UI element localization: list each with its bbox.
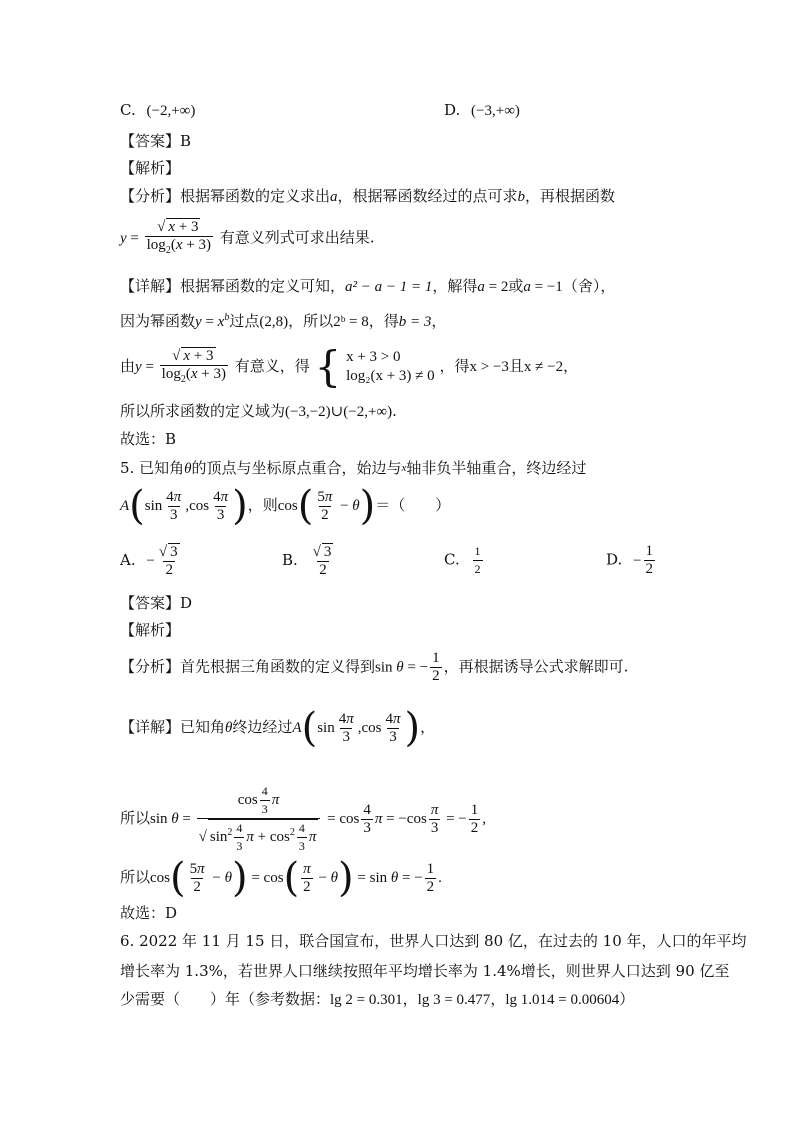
analysis-header: 【解析】 bbox=[120, 159, 181, 177]
option-label: B. bbox=[282, 551, 298, 569]
text: ， bbox=[420, 718, 436, 736]
option-d-top bbox=[444, 100, 520, 121]
text: 且 bbox=[508, 357, 524, 375]
detail-line-3: 所以cos( $\frac{5\pi}{2}$ − θ) = cos( $\frac{\pi}{2}$ − θ) = sin θ = − $\frac{1}{2}$ . bbox=[120, 855, 442, 901]
condition: x ≠ −2 bbox=[523, 359, 564, 375]
question-6-line-3: 少需要（ ）年（参考数据：lg 2 = 0.301，lg 3 = 0.477，lg 1.014 = 0.00604） bbox=[120, 990, 635, 1008]
option-label: D. bbox=[444, 101, 461, 119]
condition: x > −3 bbox=[469, 359, 509, 375]
text: 过点 bbox=[229, 312, 260, 330]
detail-line-2: 因为幂函数$y = x^b$过点(2,8)，所以2ᵇ = 8，得b = 3， bbox=[120, 312, 447, 330]
option-label: C. bbox=[120, 101, 136, 119]
text: ，得 bbox=[368, 312, 399, 330]
text: ， bbox=[563, 357, 579, 375]
text: 或 bbox=[508, 277, 524, 295]
analysis-line: 【分析】根据幂函数的定义求出a，根据幂函数经过的点可求b，再根据函数 bbox=[120, 187, 616, 205]
text: ，所以 bbox=[288, 312, 334, 330]
point: (2,8) bbox=[259, 314, 289, 330]
domain-expression: (−3,−2)∪(−2,+∞) bbox=[285, 404, 393, 420]
question-5-stem: 5. 已知角θ的顶点与坐标原点重合，始边与$^x$轴非负半轴重合，终边经过 bbox=[120, 459, 587, 477]
text: 5. 已知角 bbox=[120, 459, 185, 477]
final-answer-line: 故选：D bbox=[120, 904, 178, 922]
option-c: C. $\frac{1}{2}$ bbox=[444, 544, 481, 576]
text: ） bbox=[619, 990, 635, 1008]
text: 有意义，得 bbox=[234, 357, 310, 375]
text: 有意义列式可求出结果. bbox=[219, 228, 375, 247]
option-c-top bbox=[120, 100, 195, 121]
fraction: $\frac{√ x + 3}{\log_2(x + 3)}$ bbox=[145, 218, 213, 259]
text: ，再根据诱导公式求解即可. bbox=[443, 657, 629, 676]
text: ＝（ ） bbox=[375, 496, 451, 514]
answer-line: 【答案】D bbox=[120, 594, 193, 612]
detail-line-2: 所以sin θ = cos $\frac{4}{3}$ π √ $\sin^2$ $\frac{4}{3}$ $\pi + \cos^2$ $\frac{4}{3}$ π = cos $\frac{4}{3}$ π = −cos $\frac{\pi}{3}$ = − $\frac{1}{2}$ , bbox=[120, 784, 486, 853]
text: 所以所求函数的定义域为 bbox=[120, 402, 286, 420]
inequality: log₂(x + 3) ≠ 0 bbox=[346, 368, 435, 384]
text: 轴非负半轴重合，终边经过 bbox=[406, 459, 587, 477]
text: 【详解】已知角 bbox=[120, 718, 226, 736]
option-b: B. $\frac{√ 3}{2}$ bbox=[282, 544, 332, 578]
text: ， bbox=[431, 312, 447, 330]
option-value: (−3,+∞) bbox=[471, 103, 520, 119]
detail-line-1: 【详解】已知角θ终边经过A(sin $\frac{4\pi}{3}$ ,cos $\frac{4\pi}{3}$ )， bbox=[120, 705, 436, 751]
question-6-line-1: 6. 2022 年 11 月 15 日，联合国宣布，世界人口达到 80 亿，在过去的 10 年，人口的年平均 bbox=[120, 932, 747, 950]
text: 的顶点与坐标原点重合，始边与 bbox=[191, 459, 402, 477]
answer-line: 【答案】B bbox=[120, 132, 192, 150]
text: 【分析】首先根据三角函数的定义得到 bbox=[120, 657, 376, 676]
text: 【分析】根据幂函数的定义求出 bbox=[120, 187, 331, 205]
text: 所以 bbox=[120, 809, 151, 827]
text: ，再根据函数 bbox=[525, 187, 616, 205]
reference-value: lg 1.014 = 0.00604 bbox=[505, 992, 620, 1008]
text: 终边经过 bbox=[232, 718, 293, 736]
text: ，得 bbox=[439, 357, 470, 375]
inequality: x + 3 > 0 bbox=[346, 349, 401, 365]
option-label: C. bbox=[444, 550, 460, 569]
reference-value: lg 3 = 0.477 bbox=[417, 992, 491, 1008]
text: ，根据幂函数经过的点可求 bbox=[337, 187, 518, 205]
fraction: cos $\frac{4}{3}$ π √ $\sin^2$ $\frac{4}{3}$ $\pi + \cos^2$ $\frac{4}{3}$ π bbox=[197, 783, 321, 855]
function-expression-line: y = $\frac{√ x + 3}{\log_2(x + 3)}$ 有意义列式可求出结果. bbox=[120, 218, 375, 259]
analysis-header: 【解析】 bbox=[120, 621, 181, 639]
text: ，解得 bbox=[432, 277, 478, 295]
analysis-line: 【分析】首先根据三角函数的定义得到sin θ = − $\frac{1}{2}$ ，再根据诱导公式求解即可. bbox=[120, 650, 629, 684]
detail-line-1: 【详解】根据幂函数的定义可知，a² − a − 1 = 1，解得a = 2或a = −1（舍）， bbox=[120, 277, 616, 295]
option-d: D. − $\frac{1}{2}$ bbox=[606, 543, 654, 577]
text: 由 bbox=[120, 357, 136, 375]
text: 少需要（ ）年（参考数据： bbox=[120, 990, 331, 1008]
option-label: A. bbox=[120, 551, 136, 569]
option-value: (−2,+∞) bbox=[146, 103, 196, 119]
text: ，则 bbox=[247, 496, 278, 514]
detail-line-3: 由y = $\frac{√ x + 3}{\log_2(x + 3)}$ 有意义，得 { x + 3 > 0 log₂(x + 3) ≠ 0 ，得x > −3且x ≠ −2， bbox=[120, 342, 579, 391]
fraction: $\frac{√ x + 3}{\log_2(x + 3)}$ bbox=[160, 347, 228, 388]
option-a: A. − $\frac{√ 3}{2}$ bbox=[120, 544, 178, 578]
inequality-system bbox=[346, 348, 435, 386]
text: . bbox=[392, 402, 397, 420]
question-6-line-2: 增长率为 1.3%，若世界人口继续按照年平均增长率为 1.4%增长，则世界人口达到 90 亿至 bbox=[120, 962, 730, 980]
equation: a² − a − 1 = 1 bbox=[345, 279, 433, 295]
text: 【详解】根据幂函数的定义可知， bbox=[120, 277, 346, 295]
final-answer-line: 故选：B bbox=[120, 430, 177, 448]
equation: 2ᵇ = 8 bbox=[333, 314, 369, 330]
text: 因为幂函数 bbox=[120, 312, 196, 330]
equation: b = 3 bbox=[398, 314, 432, 330]
option-label: D. bbox=[606, 550, 623, 569]
detail-line-4 bbox=[120, 401, 397, 422]
reference-value: lg 2 = 0.301 bbox=[330, 992, 403, 1008]
text: 所以 bbox=[120, 868, 151, 886]
question-5-point-line: A(sin $\frac{4\pi}{3}$ ,cos $\frac{4\pi}{3}$ )，则cos( $\frac{5\pi}{2}$ − θ)＝（ ） bbox=[120, 483, 451, 529]
text: （舍）， bbox=[562, 277, 616, 295]
